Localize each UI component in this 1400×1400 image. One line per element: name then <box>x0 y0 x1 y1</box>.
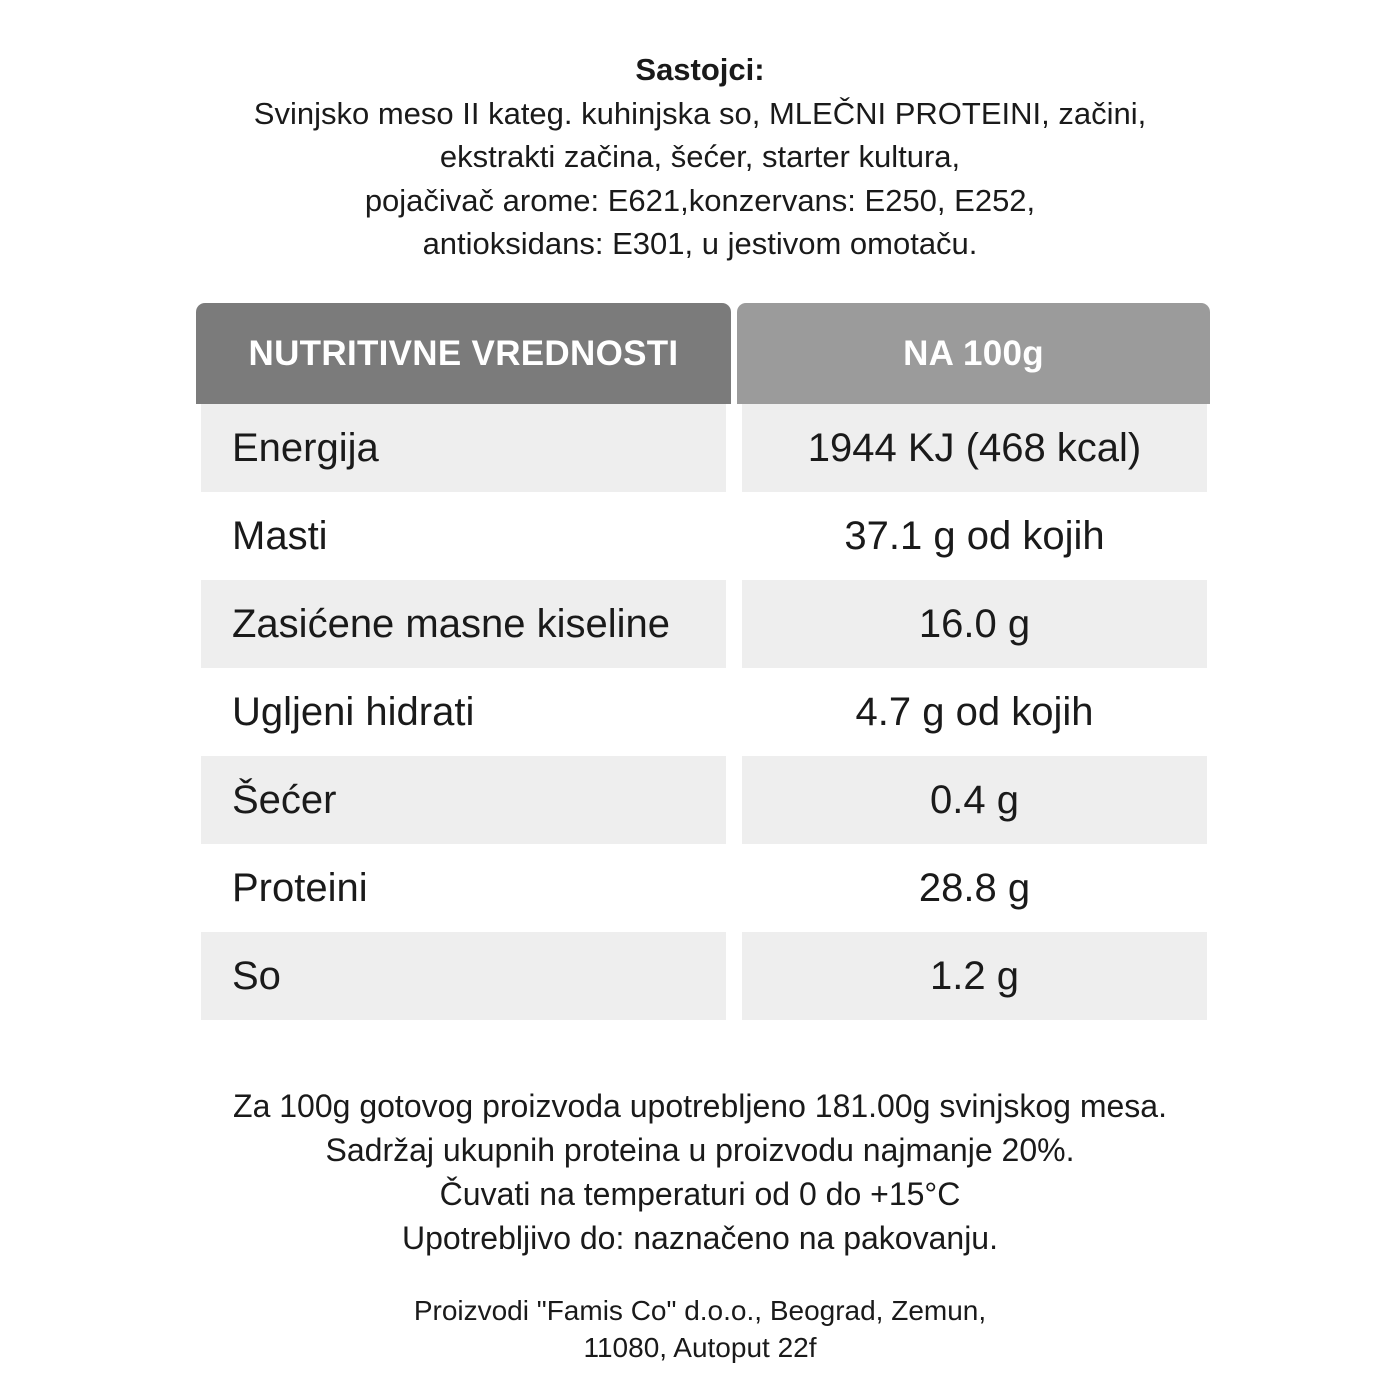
ingredients-title: Sastojci: <box>635 52 765 87</box>
nutrition-table <box>196 303 1210 1020</box>
ingredients-line: Svinjsko meso II kateg. kuhinjska so, MLEČNI PROTEINI, začini, <box>253 95 1147 131</box>
nutrient-name: Šećer <box>201 756 726 844</box>
nutrient-name: Zasićene masne kiseline <box>201 580 726 668</box>
nutrient-value: 4.7 g od kojih <box>855 689 1094 734</box>
ingredients-line: pojačivač arome: E621,konzervans: E250, E252, <box>364 182 1036 218</box>
nutrient-value: 37.1 g od kojih <box>844 513 1105 558</box>
ingredients-line: antioksidans: E301, u jestivom omotaču. <box>422 226 978 261</box>
table-row <box>196 404 1210 492</box>
table-row <box>196 756 1210 844</box>
nutrient-value: 28.8 g <box>918 865 1031 910</box>
nutrient-value: 1.2 g <box>742 932 1207 1020</box>
table-row <box>196 668 1210 756</box>
note-line: Sadržaj ukupnih proteina u proizvodu najmanje 20%. <box>325 1132 1075 1168</box>
nutrient-name: Masti <box>232 513 328 558</box>
nutrient-value: 0.4 g <box>742 756 1207 844</box>
nutrient-name: Proteini <box>232 865 368 910</box>
nutrient-value: 16.0 g <box>742 580 1207 668</box>
header-per-100g: NA 100g <box>737 303 1210 404</box>
nutrient-value: 1944 KJ (468 kcal) <box>742 404 1207 492</box>
producer-line: Proizvodi "Famis Co" d.o.o., Beograd, Zemun, <box>413 1295 987 1326</box>
table-row <box>196 844 1210 932</box>
producer-line: 11080, Autoput 22f <box>583 1332 817 1363</box>
table-row <box>196 492 1210 580</box>
nutrient-name: So <box>201 932 726 1020</box>
table-row <box>196 932 1210 1020</box>
product-notes <box>0 1084 1400 1260</box>
ingredients-section <box>0 48 1400 266</box>
note-line: Za 100g gotovog proizvoda upotrebljeno 181.00g svinjskog mesa. <box>233 1088 1167 1124</box>
note-line: Upotrebljivo do: naznačeno na pakovanju. <box>402 1220 998 1256</box>
table-row <box>196 580 1210 668</box>
nutrient-name: Ugljeni hidrati <box>232 689 475 734</box>
ingredients-line: ekstrakti začina, šećer, starter kultura, <box>439 139 961 174</box>
note-line: Čuvati na temperaturi od 0 do +15°C <box>439 1176 961 1212</box>
producer-info <box>0 1292 1400 1366</box>
nutrient-name: Energija <box>201 404 726 492</box>
header-nutritional-values: NUTRITIVNE VREDNOSTI <box>196 303 731 404</box>
nutrition-table-header <box>196 303 1210 404</box>
